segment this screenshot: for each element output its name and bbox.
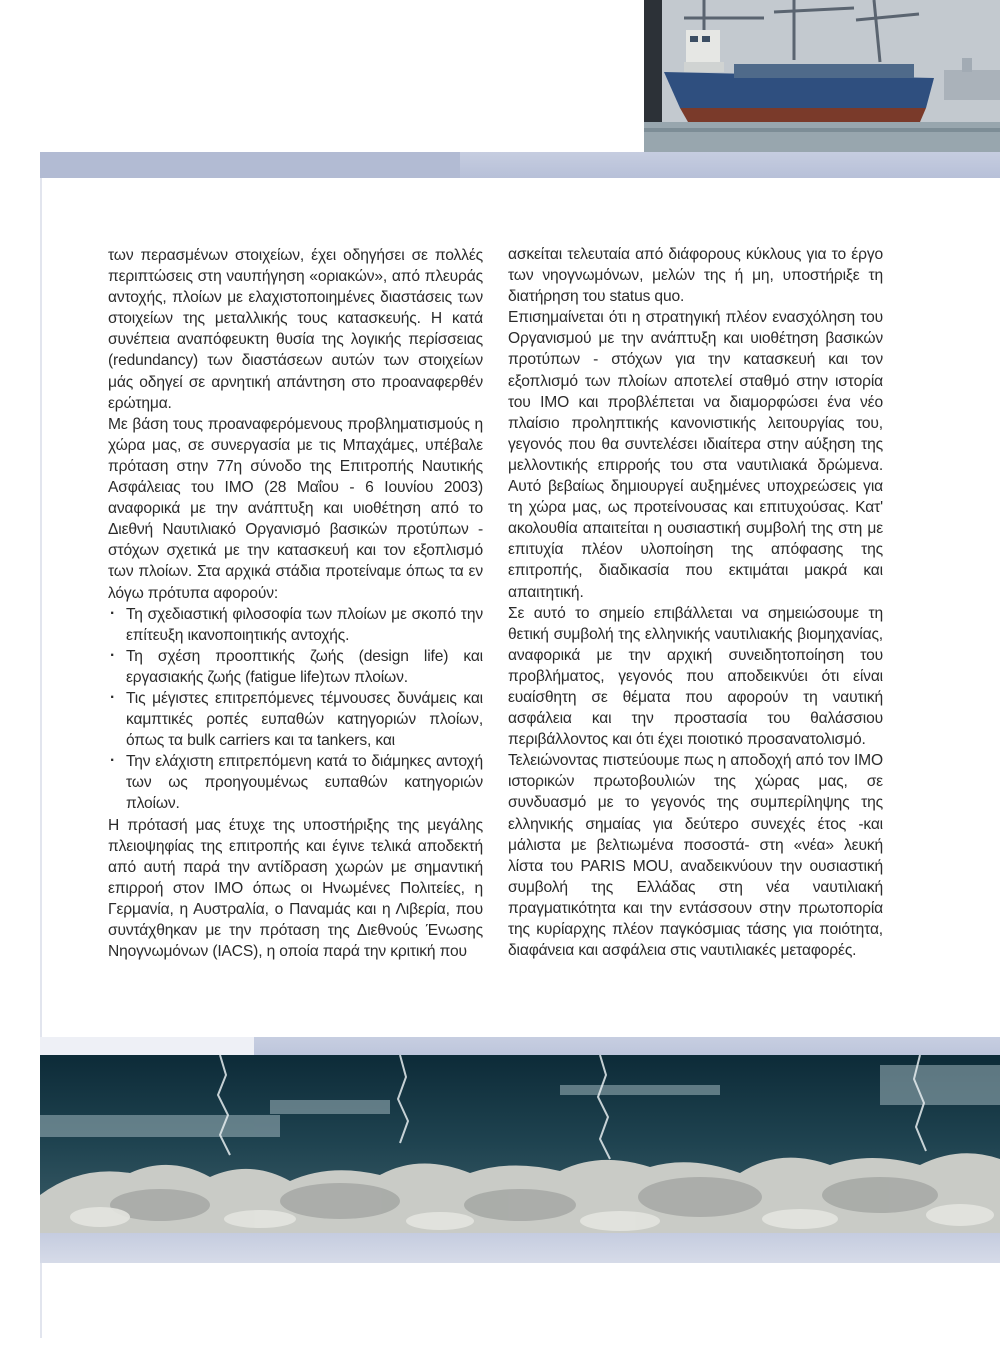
article-right-column	[508, 244, 883, 961]
right-paragraph-2: Επισημαίνεται ότι η στρατηγική πλέον ενασχόληση του Οργανισμού με την ανάπτυξη και υιοθέτηση βασικών προτύπων - στόχων για την κατασκευή και τον εξοπλισμό των πλοίων αποτελεί σταθμό στην ιστορία του ΙΜΟ και προβλέπεται να διαμορφώσει ένα νέο πλαίσιο προληπτικής κανονιστικής λειτουργίας του, γεγονός που θα συντελέσει ιδιαίτερα στην αύξηση της μελλοντικής επιρροής του στα ναυτιλιακά δρώμενα. Αυτό βεβαίως δημιουργεί αυξημένες υποχρεώσεις για τη χώρα μας, ως προτείνουσας και επιτυχούσας. Κατ' ακολουθία απαιτείται η ουσιαστική συμβολή της στη με επιτυχία πλέον υλοποίηση της απόφασης της επιτροπής, διαδικασία που εκτιμάται μακρά και απαιτητική.	[508, 309, 883, 601]
bullet-item: · Την ελάχιστη επιτρεπόμενη κατά το διάμηκες αντοχή των ως προηγουμένως ευπαθών κατηγοριών πλοίων.	[108, 751, 483, 814]
harbor-ship-photo	[644, 0, 1000, 152]
bullet-item: · Τις μέγιστες επιτρεπόμενες τέμνουσες δυνάμεις και καμπτικές ροπές ευπαθών κατηγοριών πλοίων, όπως τα bulk carriers και τα tankers, και	[108, 688, 483, 751]
bottom-strip-band	[40, 1233, 1000, 1263]
right-paragraph-1: ασκείται τελευταία από διάφορους κύκλους για το έργο των νηογνωμόνων, μελών της ή μη, υποστήριξε τη διατήρηση του status quo.	[508, 246, 883, 306]
top-band-accent	[40, 152, 460, 178]
article-left-column	[108, 245, 483, 962]
right-paragraph-3: Σε αυτό το σημείο επιβάλλεται να σημειώσουμε τη θετική συμβολή της ελληνικής ναυτιλιακής βιομηχανίας, αναφορικά με την αρχική συνειδητοποίηση του προβλήματος, γεγονός που αποδεικνύει ότι είναι ευαίσθητη σε θέματα που αφορούν τη ναυτική ασφάλεια και την προστασία του θαλάσσιου περιβάλλοντος και ότι έχει ποιοτικό προσανατολισμό.	[508, 604, 883, 749]
left-paragraph-closing: Η πρότασή μας έτυχε της υποστήριξης της μεγάλης πλειοψηφίας της επιτροπής και έγινε τελικά αποδεκτή από αυτή παρά την αντίδραση χωρών με σημαντική επιρροή στον ΙΜΟ όπως οι Ηνωμένες Πολιτείες, η Γερμανία, η Αυστραλία, ο Παναμάς και η Λιβερία, που συντάχθηκαν με την πρόταση της Διεθνούς Ένωσης Νηογνωμόνων (IACS), η οποία παρά την κριτική που	[108, 816, 483, 961]
shoreline-rocks-photo	[40, 1055, 1000, 1233]
left-paragraph-2: Με βάση τους προαναφερόμενους προβληματισμούς η χώρα μας, σε συνεργασία με τις Μπαχάμες, υπέβαλε πρόταση στην 77η σύνοδο της Επιτροπής Ναυτικής Ασφάλειας του ΙΜΟ (28 Μαΐου - 6 Ιουνίου 2003) αναφορικά με την ανάπτυξη και υιοθέτηση από το Διεθνή Ναυτιλιακό Οργανισμό βασικών προτύπων - στόχων σχετικά με την κατασκευή και τον εξοπλισμό των πλοίων. Στα αρχικά στάδια προτείναμε όπως τα εν λόγω πρότυπα αφορούν:	[108, 415, 483, 602]
proposal-bullet-list	[108, 604, 483, 815]
rocks-water-illustration	[40, 1055, 1000, 1233]
bullet-item: · Τη σχεδιαστική φιλοσοφία των πλοίων με σκοπό την επίτευξη ικανοποιητικής αντοχής.	[108, 604, 483, 646]
ship-illustration	[644, 0, 1000, 152]
bullet-item: · Τη σχέση προοπτικής ζωής (design life) και εργασιακής ζωής (fatigue life)των πλοίων.	[108, 646, 483, 688]
right-paragraph-4: Τελειώνοντας πιστεύουμε πως η αποδοχή από τον ΙΜΟ ιστορικών πρωτοβουλιών της χώρας μας, σε συνδυασμό με το γεγονός της συμπερίληψης της ελληνικής σημαίας για δεύτερο συνεχές έτος -και μάλιστα με βελτιωμένα ποσοστά- στη «νέα» λευκή λίστα του PARIS MOU, αναδεικνύουν την ουσιαστική συμβολή της Ελλάδας στη νέα ναυτιλιακή πραγματικότητα και την εντάσσουν στην πρωτοπορία της κυρίαρχης πλέον παγκόσμιας τάσης για ποιότητα, διαφάνεια και ασφάλεια στις ναυτιλιακές μεταφορές.	[508, 752, 883, 960]
left-paragraph-1: των περασμένων στοιχείων, έχει οδηγήσει σε πολλές περιπτώσεις στη ναυπήγηση «οριακών», από πλευράς αντοχής, πλοίων με ελαχιστοποιημένες διαστάσεις των στοιχείων της μεταλλικής τους κατασκευής. Η κατά συνέπεια αναπόφευκτη θυσία της λογικής περίσσειας (redundancy) των διαστάσεων αυτών των στοιχείων μάς οδηγεί σε αρνητική απάντηση στο προαναφερθέν ερώτημα.	[108, 247, 483, 412]
